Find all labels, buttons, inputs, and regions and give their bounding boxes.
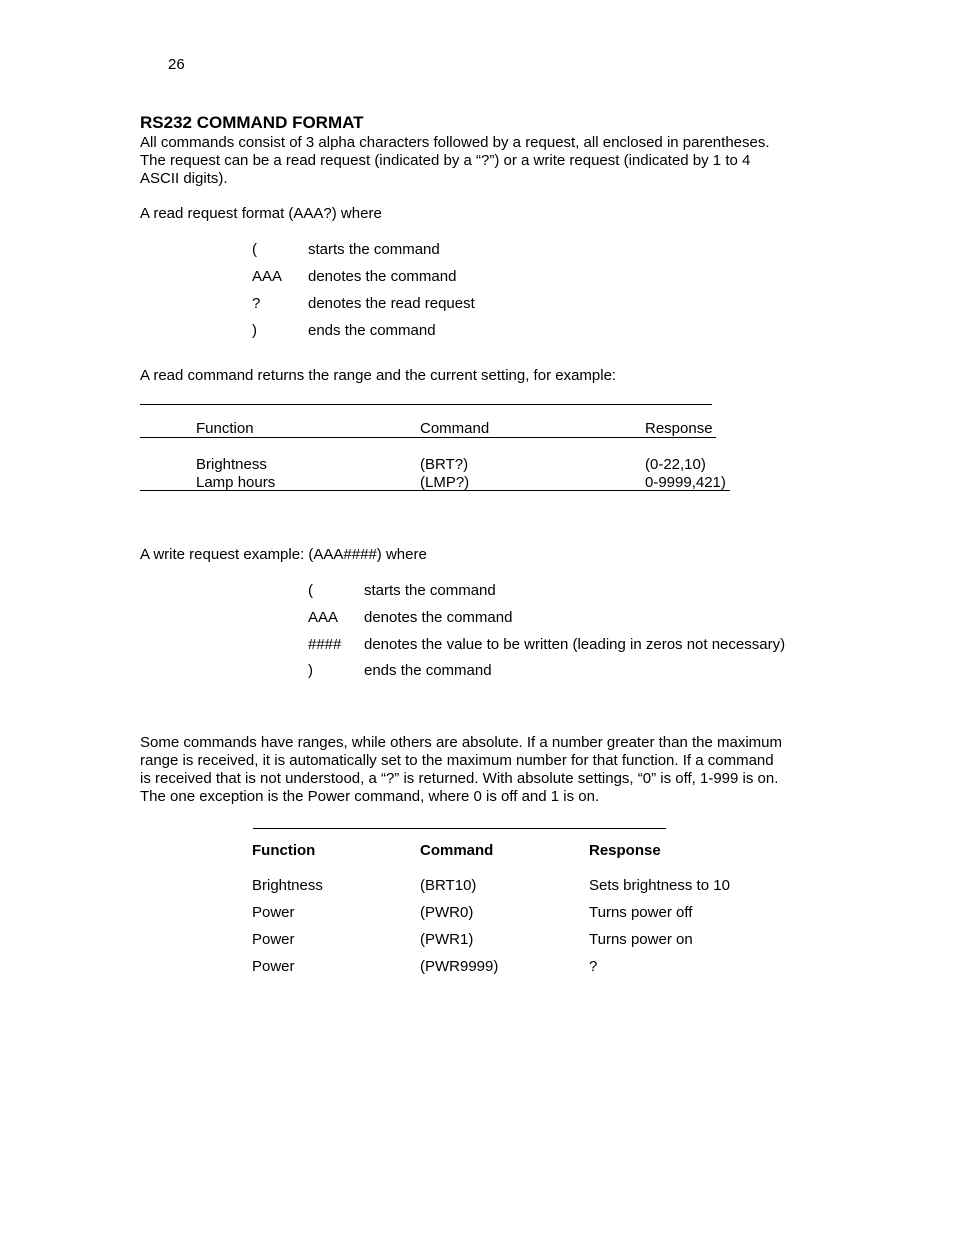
table-cell: Turns power off — [589, 904, 693, 921]
write-format-symbol: #### — [308, 636, 342, 653]
read-format-description: starts the command — [308, 241, 440, 258]
table-cell: (PWR9999) — [420, 958, 499, 975]
page-number: 26 — [168, 56, 185, 73]
table-top-rule — [140, 404, 712, 405]
table-cell: (BRT?) — [420, 456, 469, 473]
table-cell: Power — [252, 904, 295, 921]
write-format-symbol: ( — [308, 582, 313, 599]
table-header-command: Command — [420, 842, 494, 859]
table-header-command: Command — [420, 420, 490, 437]
table-cell: Turns power on — [589, 931, 693, 948]
write-format-description: ends the command — [364, 662, 492, 679]
read-format-lead: A read request format (AAA?) where — [140, 205, 382, 222]
table-header-response: Response — [645, 420, 713, 437]
table-cell: ? — [589, 958, 598, 975]
intro-line: ASCII digits). — [140, 170, 228, 187]
read-format-description: denotes the command — [308, 268, 457, 285]
ranges-paragraph — [140, 734, 782, 806]
write-format-symbol: AAA — [308, 609, 339, 626]
table-cell: Lamp hours — [196, 474, 276, 491]
intro-paragraph — [140, 134, 770, 188]
table-cell: (LMP?) — [420, 474, 470, 491]
table-cell: (BRT10) — [420, 877, 477, 894]
write-format-symbol: ) — [308, 662, 313, 679]
read-example-lead: A read command returns the range and the current setting, for example: — [140, 367, 617, 384]
table-header-function: Function — [196, 420, 254, 437]
table-header-rule — [140, 437, 716, 438]
intro-line: All commands consist of 3 alpha characters followed by a request, all enclosed in parentheses. — [140, 134, 770, 151]
section-heading: RS232 COMMAND FORMAT — [140, 113, 364, 132]
read-format-symbol: ? — [252, 295, 261, 312]
read-format-description: ends the command — [308, 322, 436, 339]
table-cell: Brightness — [252, 877, 323, 894]
table-bottom-rule — [140, 490, 730, 491]
table-header-function: Function — [252, 842, 316, 859]
read-format-symbol: AAA — [252, 268, 283, 285]
write-format-description: denotes the value to be written (leading in zeros not necessary) — [364, 636, 786, 653]
table-cell: (PWR0) — [420, 904, 474, 921]
read-format-symbol: ) — [252, 322, 257, 339]
write-format-lead: A write request example: (AAA####) where — [140, 546, 427, 563]
write-format-description: denotes the command — [364, 609, 513, 626]
table-cell: (PWR1) — [420, 931, 474, 948]
ranges-line: The one exception is the Power command, where 0 is off and 1 is on. — [140, 788, 600, 805]
ranges-line: Some commands have ranges, while others are absolute. If a number greater than the maximum — [140, 734, 782, 751]
intro-line: The request can be a read request (indicated by a “?”) or a write request (indicated by 1 to 4 — [140, 152, 751, 169]
write-format-description: starts the command — [364, 582, 496, 599]
table-cell: Brightness — [196, 456, 267, 473]
table-cell: Power — [252, 931, 295, 948]
ranges-line: is received that is not understood, a “?” is returned. With absolute settings, “0” is off, 1-999 is on. — [140, 770, 779, 787]
table-cell: Power — [252, 958, 295, 975]
table-cell: (0-22,10) — [645, 456, 706, 473]
table-top-rule — [253, 828, 666, 829]
table-header-response: Response — [589, 842, 661, 859]
table-cell: 0-9999,421) — [645, 474, 726, 491]
ranges-line: range is received, it is automatically set to the maximum number for that function. If a command — [140, 752, 774, 769]
read-format-description: denotes the read request — [308, 295, 475, 312]
read-format-symbol: ( — [252, 241, 257, 258]
table-cell: Sets brightness to 10 — [589, 877, 730, 894]
